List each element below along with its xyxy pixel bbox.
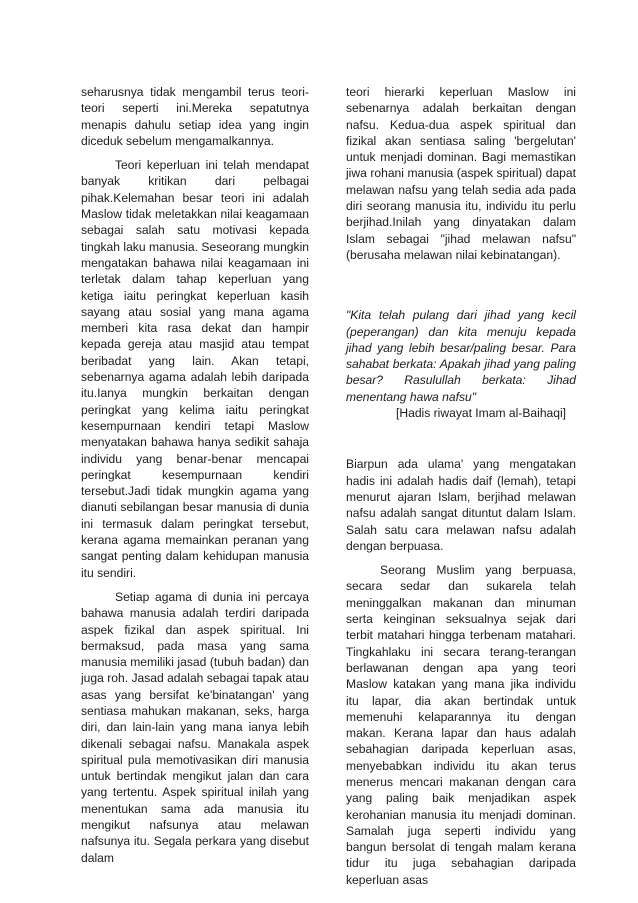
left-column — [81, 84, 309, 866]
right-column — [346, 84, 576, 888]
right-paragraph-2: Biarpun ada ulama' yang mengatakan hadis ini adalah hadis daif (lemah), tetapi menurut ajaran Islam, berjihad melawan nafsu adalah sangat dituntut dalam Islam. Salah satu cara melawan nafsu adalah dengan berpuasa. — [346, 457, 576, 553]
quote-text: "Kita telah pulang dari jihad yang kecil (peperangan) dan kita menuju kepada jihad yang lebih besar/paling besar. Para sahabat berkata: Apakah jihad yang paling besar? Rasulullah berkata: Jihad menentang hawa nafsu" — [346, 308, 576, 404]
hadith-quote — [346, 307, 576, 421]
left-paragraph-2: Teori keperluan ini telah mendapat banyak kritikan dari pelbagai pihak.Kelemahan besar teori ini adalah Maslow tidak meletakkan nilai keagamaan sebagai salah satu motivasi kepada tingkah laku manusia. Seseorang mungkin mengatakan bahawa nilai keagamaan ini terletak dalam tahap keperluan yang ketiga iaitu peringkat keperluan kasih sayang atau sosial yang mana agama memberi kita rasa dekat dan hampir kepada gereja atau masjid atau tempat beribadat yang lain. Akan tetapi, sebenarnya agama adalah lebih daripada itu.Ianya mungkin berkaitan dengan peringkat yang kelima iaitu peringkat kesempurnaan kendiri tetapi Maslow menyatakan bahawa hanya sedikit sahaja individu yang benar-benar mencapai peringkat kesempurnaan kendiri tersebut.Jadi tidak mungkin agama yang dianuti sebilangan besar manusia di dunia ini termasuk dalam peringkat tersebut, kerana agama memainkan peranan yang sangat penting dalam kehidupan manusia itu sendiri. — [81, 158, 309, 580]
left-paragraph-3: Setiap agama di dunia ini percaya bahawa manusia adalah terdiri daripada aspek fizikal dan aspek spiritual. Ini bermaksud, pada masa yang sama manusia memiliki jasad (tubuh badan) dan juga roh. Jasad adalah sebagai tapak atau asas yang bersifat ke'binatangan' yang sentiasa mahukan makanan, seks, harga diri, dan lain-lain yang mana ianya lebih dikenali sebagai nafsu. Manakala aspek spiritual pula memotivasikan diri manusia untuk bertindak mengikut jalan dan cara yang tertentu. Aspek spiritual inilah yang menentukan sama ada manusia itu mengikut nafsunya atau melawan nafsunya itu. Segala perkara yang disebut dalam — [81, 589, 309, 865]
right-paragraph-1: teori hierarki keperluan Maslow ini sebenarnya adalah berkaitan dengan nafsu. Kedua-dua aspek spiritual dan fizikal akan sentiasa saling 'bergelutan' untuk menjadi dominan. Bagi memastikan jiwa rohani manusia (aspek spiritual) dapat melawan nafsu yang telah sedia ada pada diri seorang manusia itu, individu itu perlu berjihad.Inilah yang dinyatakan dalam Islam sebagai "jihad melawan nafsu" (berusaha melawan nilai kebinatangan). — [346, 85, 576, 262]
quote-source: [Hadis riwayat Imam al-Baihaqi] — [396, 406, 567, 421]
right-paragraph-3: Seorang Muslim yang berpuasa, secara sedar dan sukarela telah meninggalkan makanan dan minuman serta keinginan seksualnya sejak dari terbit matahari hingga terbenam matahari. Tingkahlaku ini secara terang-terangan berlawanan dengan apa yang teori Maslow katakan yang mana jika individu itu lapar, dia akan bertindak untuk memenuhi kelaparannya itu dengan makan. Kerana lapar dan haus adalah sebahagian daripada keperluan asas, menyebabkan individu itu akan terus menerus mencari makanan dengan cara yang paling baik menjadikan aspek kerohanian manusia itu menjadi dominan. Samalah juga seperti individu yang bangun bersolat di tengah malam kerana tidur itu juga sebahagian daripada keperluan asas — [346, 563, 576, 887]
left-paragraph-1: seharusnya tidak mengambil terus teori-teori seperti ini.Mereka sepatutnya menapis dahulu setiap idea yang ingin diceduk sebelum mengamalkannya. — [81, 85, 309, 148]
